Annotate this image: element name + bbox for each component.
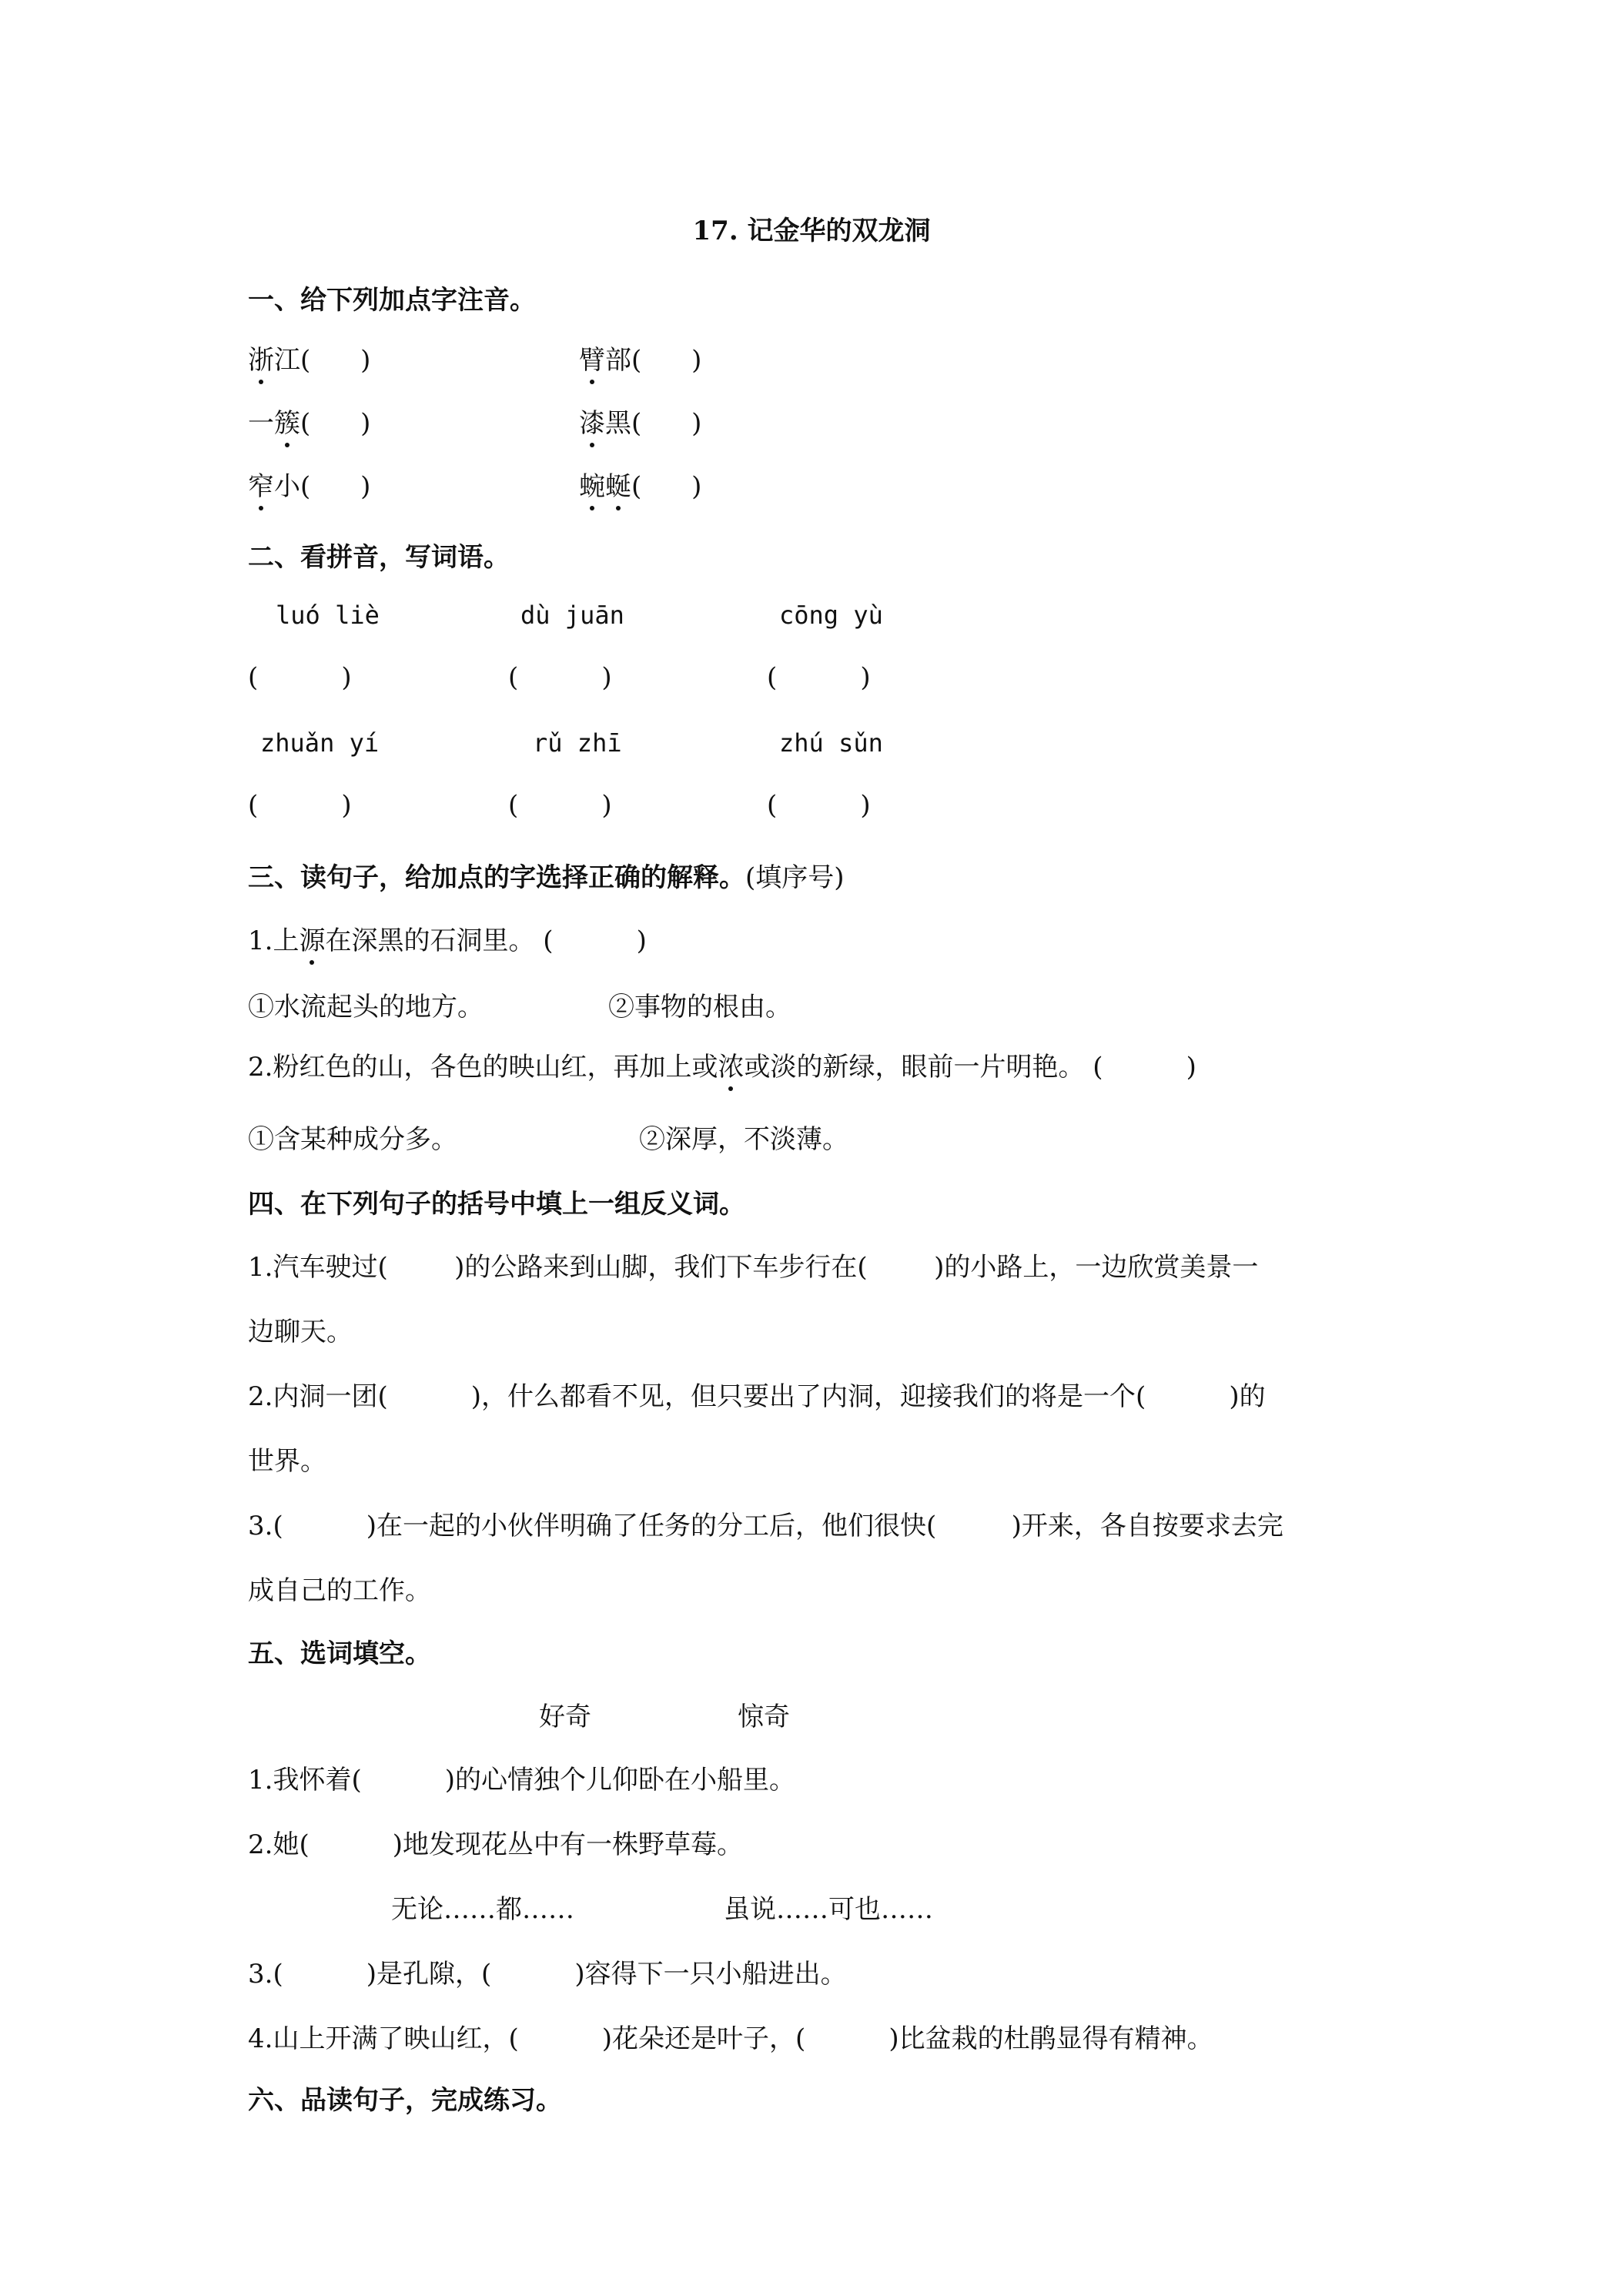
s4-question-2-cont: 世界。 xyxy=(248,1446,326,1477)
section-6-heading: 六、品读句子，完成练习。 xyxy=(248,2085,562,2116)
answer-blank[interactable]: ( ) xyxy=(248,662,352,693)
section-3-note: (填序号) xyxy=(745,862,845,893)
dotted-char: 簇 xyxy=(274,402,300,440)
answer-blank[interactable]: ( ) xyxy=(767,662,871,693)
s3-q2-option-2: ②深厚，不淡薄。 xyxy=(639,1124,848,1155)
word-choice-1: 好奇 xyxy=(539,1702,591,1732)
s3-question-1: 1.上源在深黑的石洞里。 ( ) xyxy=(248,919,647,957)
s1-item-3: 一簇( ) xyxy=(248,402,370,440)
s1-item-2: 臂部( ) xyxy=(579,339,701,377)
s3-q1-option-1: ①水流起头的地方。 xyxy=(248,992,484,1022)
pinyin-4: zhuǎn yí xyxy=(260,728,380,758)
pinyin-5: rǔ zhī xyxy=(533,728,622,758)
word-choice-2: 惊奇 xyxy=(738,1702,790,1732)
s1-item-5: 窄小( ) xyxy=(248,465,370,503)
answer-blank[interactable]: ( ) xyxy=(248,790,352,821)
dotted-char: 浓 xyxy=(718,1046,744,1083)
answer-blank[interactable]: ( ) xyxy=(508,662,612,693)
answer-blank[interactable]: ( ) xyxy=(767,790,871,821)
s3-q1-option-2: ②事物的根由。 xyxy=(608,992,791,1022)
s1-item-4: 漆黑( ) xyxy=(579,402,701,440)
section-2-heading: 二、看拼音，写词语。 xyxy=(248,542,510,573)
section-3-heading: 三、读句子，给加点的字选择正确的解释。(填序号) xyxy=(248,862,845,893)
word-choice-3: 无论……都…… xyxy=(391,1894,574,1925)
s4-question-3-cont: 成自己的工作。 xyxy=(248,1575,431,1606)
pinyin-6: zhú sǔn xyxy=(779,728,883,758)
s4-question-3: 3.( )在一起的小伙伴明确了任务的分工后，他们很快( )开来，各自按要求去完 xyxy=(248,1511,1283,1541)
dotted-char: 漆 xyxy=(579,402,605,440)
section-1-heading: 一、给下列加点字注音。 xyxy=(248,285,536,316)
s4-question-1: 1.汽车驶过( )的公路来到山脚，我们下车步行在( )的小路上，一边欣赏美景一 xyxy=(248,1252,1259,1283)
s4-question-1-cont: 边聊天。 xyxy=(248,1317,353,1347)
dotted-char: 源 xyxy=(299,919,325,957)
s3-question-2: 2.粉红色的山，各色的映山红，再加上或浓或淡的新绿，眼前一片明艳。 ( ) xyxy=(248,1046,1196,1083)
answer-blank[interactable]: ( ) xyxy=(508,790,612,821)
s5-question-1: 1.我怀着( )的心情独个儿仰卧在小船里。 xyxy=(248,1765,796,1796)
word-choice-4: 虽说……可也…… xyxy=(724,1894,933,1925)
pinyin-2: dù juān xyxy=(520,601,624,630)
s1-item-6: 蜿蜒( ) xyxy=(579,465,701,503)
section-5-heading: 五、选词填空。 xyxy=(248,1638,431,1669)
page-title: 17. 记金华的双龙洞 xyxy=(692,216,931,246)
s4-question-2: 2.内洞一团( )，什么都看不见，但只要出了内洞，迎接我们的将是一个( )的 xyxy=(248,1381,1266,1412)
dotted-char: 蜒 xyxy=(605,465,631,503)
s5-question-3: 3.( )是孔隙，( )容得下一只小船进出。 xyxy=(248,1959,847,1990)
s1-item-1: 浙江( ) xyxy=(248,339,370,377)
dotted-char: 臂 xyxy=(579,339,605,377)
pinyin-3: cōng yù xyxy=(779,601,883,630)
dotted-char: 蜿 xyxy=(579,465,605,503)
s5-question-4: 4.山上开满了映山红，( )花朵还是叶子，( )比盆栽的杜鹃显得有精神。 xyxy=(248,2023,1213,2054)
section-4-heading: 四、在下列句子的括号中填上一组反义词。 xyxy=(248,1189,745,1220)
s3-q2-option-1: ①含某种成分多。 xyxy=(248,1124,457,1155)
s5-question-2: 2.她( )地发现花丛中有一株野草莓。 xyxy=(248,1829,744,1860)
pinyin-1: luó liè xyxy=(276,601,380,630)
dotted-char: 浙 xyxy=(248,339,274,377)
dotted-char: 窄 xyxy=(248,465,274,503)
